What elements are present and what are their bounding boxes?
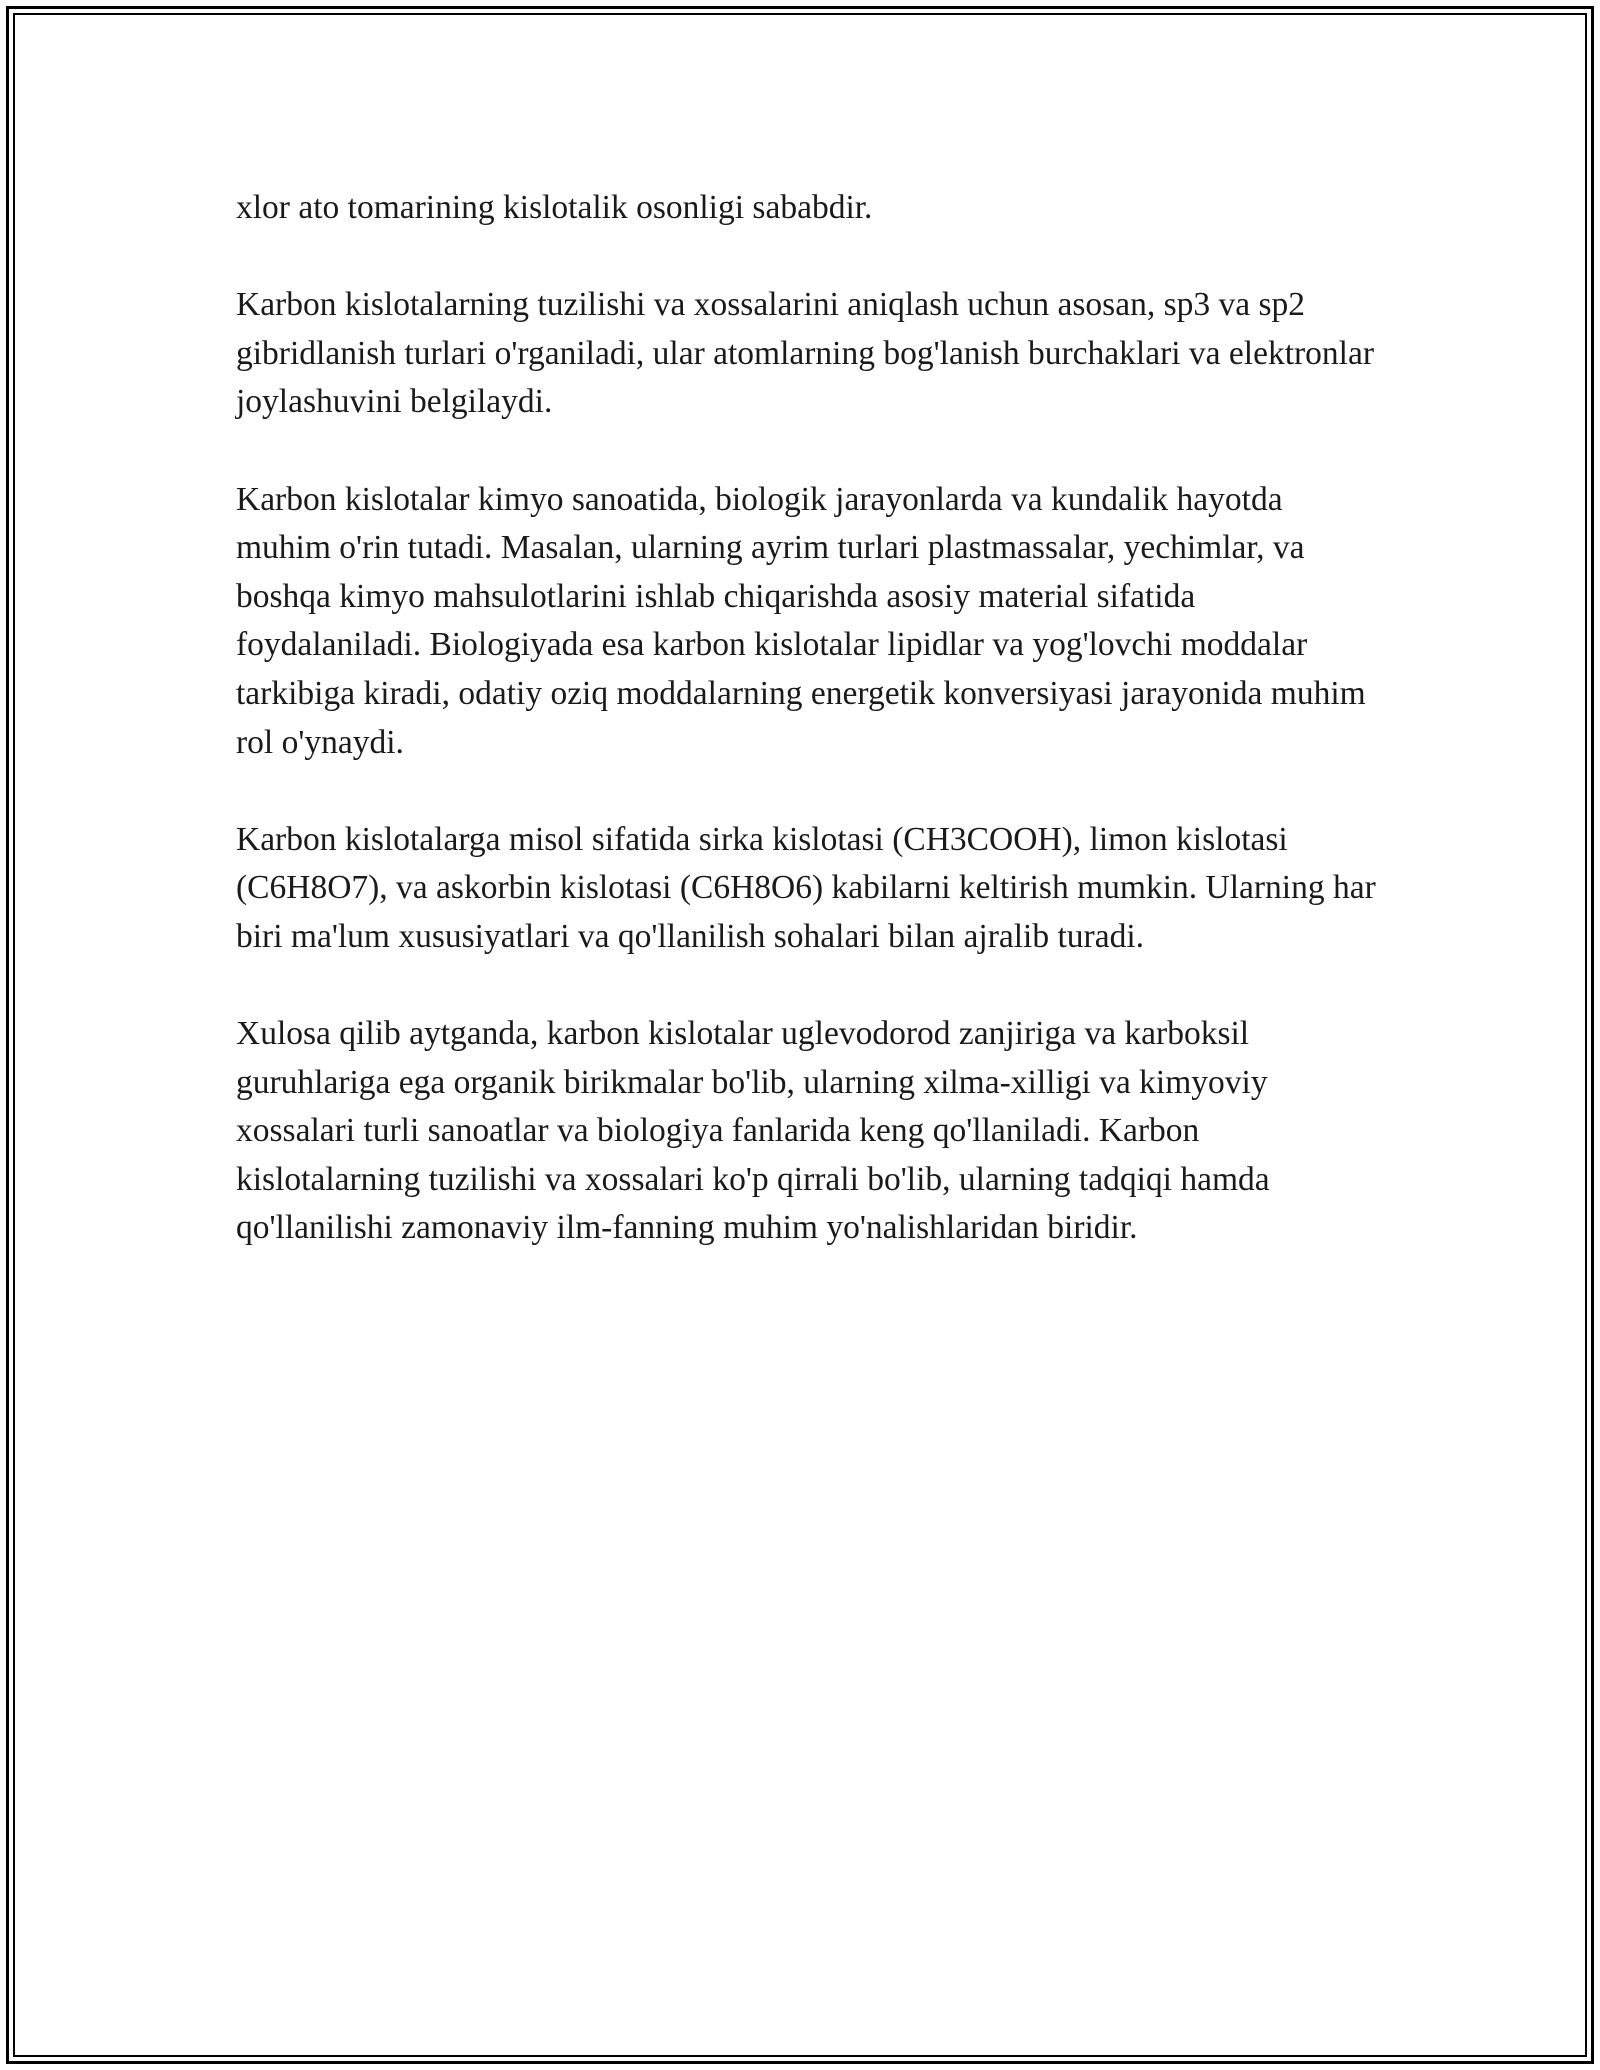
paragraph-4: Karbon kislotalarga misol sifatida sirka kislotasi (CH3COOH), limon kislotasi (C6H8O7), va askorbin kislotasi (C6H8O6) kabilarni keltirish mumkin. Ularning har biri ma'lum xususiyatlari va qo'llanilish sohalari bilan ajralib turadi. [236, 820, 1376, 955]
paragraph-5: Xulosa qilib aytganda, karbon kislotalar uglevodorod zanjiriga va karboksil guruhlariga ega organik birikmalar bo'lib, ularning xilma-xilligi va kimyoviy xossalari turli sanoatlar va biologiya fanlarida keng qo'llaniladi. Karbon kislotalarning tuzilishi va xossalari ko'p qirrali bo'lib, ularning tadqiqi hamda qo'llanilishi zamonaviy ilm-fanning muhim yo'nalishlaridan biridir. [236, 1015, 1270, 1247]
document-body [236, 184, 1376, 1302]
paragraph-2: Karbon kislotalarning tuzilishi va xossalarini aniqlash uchun asosan, sp3 va sp2 gibridlanish turlari o'rganiladi, ular atomlarning bog'lanish burchaklari va elektronlar joylashuvini belgilaydi. [236, 286, 1375, 421]
paragraph-1: xlor ato tomarining kislotalik osonligi sababdir. [236, 189, 873, 226]
paragraph-3: Karbon kislotalar kimyo sanoatida, biologik jarayonlarda va kundalik hayotda muhim o'rin tutadi. Masalan, ularning ayrim turlari plastmassalar, yechimlar, va boshqa kimyo mahsulotlarini ishlab chiqarishda asosiy material sifatida foydalaniladi. Biologiyada esa karbon kislotalar lipidlar va yog'lovchi moddalar tarkibiga kiradi, odatiy oziq moddalarning energetik konversiyasi jarayonida muhim rol o'ynaydi. [236, 480, 1366, 761]
